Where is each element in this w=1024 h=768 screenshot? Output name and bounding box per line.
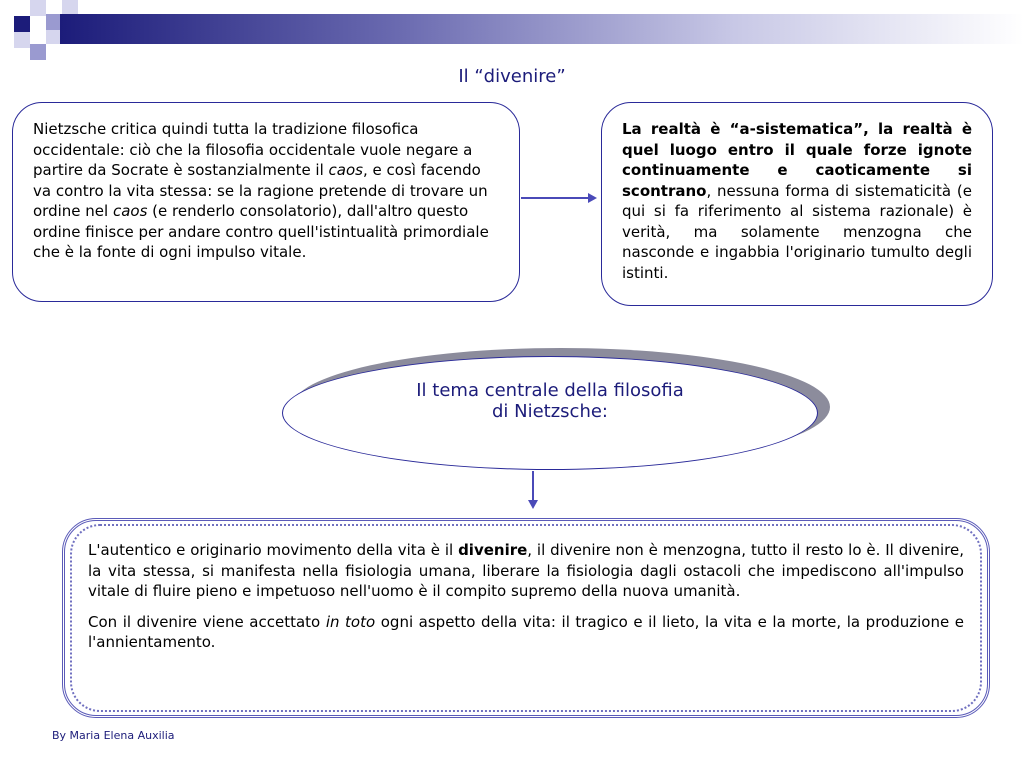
arrow-down-line [532,471,534,501]
bottom-text-box [70,524,982,712]
central-theme-line1: Il tema centrale della filosofia [416,380,684,401]
bottom-p1-a: L'autentico e originario movimento della vita è il [88,541,459,559]
left-text-box [12,102,520,302]
bottom-paragraph-1 [88,540,964,602]
bottom-p2-italic: in toto [325,612,376,631]
decor-square-lav-2 [30,44,46,60]
right-text-rest: , nessuna forma di sistematicità (e qui si fa riferimento al sistema razionale) è verità, ma solamente menzogna che nasconde e ingabbia l'originario tumulto degli istinti. [622,181,972,282]
author-footer: By Maria Elena Auxilia [52,729,175,742]
decor-square-navy-1 [14,16,30,32]
right-text-box [601,102,993,306]
bottom-p2-a: Con il divenire viene accettato [88,612,326,631]
arrow-down-head [528,500,538,509]
header-gradient-bar [60,14,1024,44]
bottom-p1-b: , il divenire non è menzogna, tutto il resto lo è. Il divenire, la vita stessa, si manifesta nella fisiologia umana, liberare la fisiologia dagli ostacoli che impediscono all'impulso vitale di fluire pieno e impetuoso nell'uomo è il compito supremo della nuova umanità. [88,541,964,600]
central-theme-text [282,380,818,422]
page-title: Il “divenire” [458,66,566,87]
central-theme-line2: di Nietzsche: [491,401,608,422]
decor-square-pale-2 [62,0,78,14]
decor-square-pale-3 [14,32,30,48]
left-text-part2: , e così facendo va contro la vita stessa: se la ragione pretende di trovare un ordine nel [33,161,488,220]
left-text-caos2: caos [112,202,148,220]
decor-square-pale-1 [30,0,46,16]
left-text-part3: (e renderlo consolatorio), dall'altro questo ordine finisce per andare contro quell'istintualità primordiale che è la fonte di ogni impulso vitale. [33,202,489,261]
left-text-part1: Nietzsche critica quindi tutta la tradizione filosofica occidentale: ciò che la filosofia occidentale vuole negare a partire da Socrate è sostanzialmente il [33,120,473,179]
bottom-paragraph-2 [88,612,964,653]
bottom-p1-bold: divenire [458,541,528,559]
arrow-right-line [521,197,591,199]
bottom-p2-b: ogni aspetto della vita: il tragico e il lieto, la vita e la morte, la produzione e l'annientamento. [88,612,964,651]
left-text-caos1: caos [328,161,363,179]
right-text-bold: La realtà è “a-sistematica”, la realtà è quel luogo entro il quale forze ignote continuamente e caoticamente si scontrano [622,120,972,200]
arrow-right-head [588,193,597,203]
